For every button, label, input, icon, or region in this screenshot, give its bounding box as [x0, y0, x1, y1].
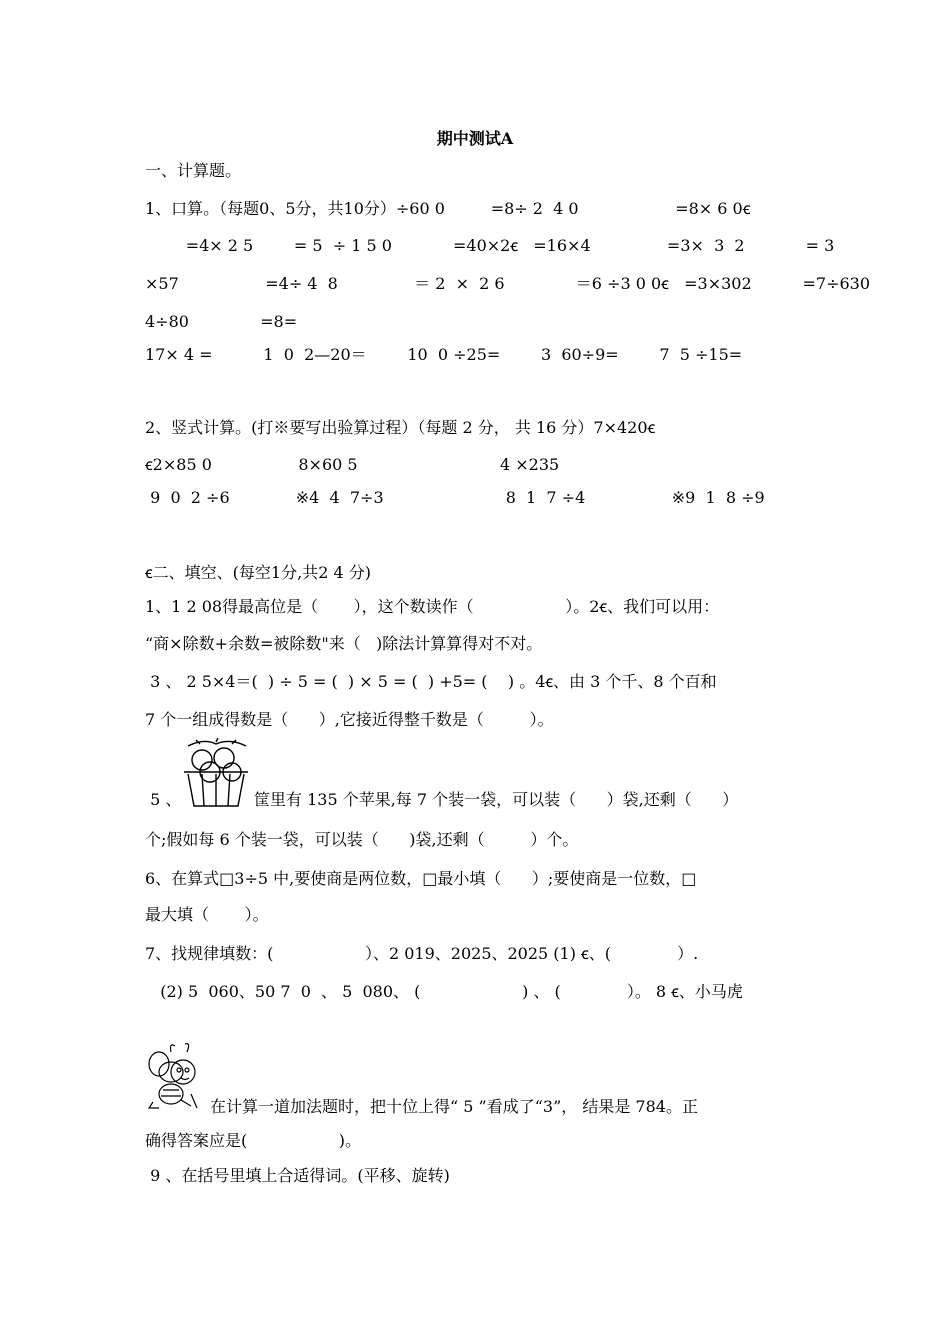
- bee-cartoon-icon: [145, 1042, 207, 1114]
- fill-line-2: “商×除数+余数=被除数"来（ )除法计算算得对不对。: [145, 634, 543, 653]
- q5-number: 5 、: [145, 790, 182, 809]
- q8-line-2: 确得答案应是( )。: [145, 1131, 362, 1150]
- vertical-calc-line-1: ꞓ2×85 0 8×60 5 4 ×235: [145, 455, 560, 474]
- q7-line-2: (2) 5 060、50 7 0 、 5 080、 ( ) 、 ( ）。 8 ꞓ、小马虎: [145, 982, 743, 1001]
- q5-line-2: 个;假如每 6 个装一袋，可以装（ )袋,还剩（ ）个。: [145, 830, 579, 849]
- mental-math-line-1: 1、口算。（每题0、5分，共10分）÷60 0 =8÷ 2 4 0 =8× 6 0ꞓ: [145, 199, 751, 218]
- vertical-calc-heading: 2、竖式计算。(打※要写出验算过程）（每题 2 分， 共 16 分）7×420ꞓ: [145, 418, 656, 437]
- q9-line: 9 、在括号里填上合适得词。(平移、旋转): [145, 1166, 450, 1185]
- mental-math-line-4: 4÷80 =8=: [145, 312, 298, 331]
- q5-line-1: 筐里有 135 个苹果,每 7 个装一袋，可以装（ ）袋,还剩（ ）: [254, 790, 739, 809]
- section2-heading: ꞓ二、填空、(每空1分,共2 4 分): [145, 563, 371, 582]
- vertical-calc-line-2: 9 0 2 ÷6 ※4 4 7÷3 8 1 7 ÷4 ※9 1 8 ÷9: [145, 488, 765, 507]
- q8-line-1: 在计算一道加法题时，把十位上得“ 5 ”看成了“3”， 结果是 784。正: [210, 1097, 698, 1116]
- fill-line-3: 3 、 2 5×4＝( ) ÷ 5 = ( ) × 5 = ( ) +5= ( ) 。4ꞓ、由 3 个千、8 个百和: [145, 672, 717, 691]
- q6-line-2: 最大填（ ）。: [145, 905, 269, 924]
- mental-math-line-5: 17× 4 = 1 0 2—20＝ 10 0 ÷25= 3 60÷9= 7 5 ÷15=: [145, 345, 743, 364]
- q6-line-1: 6、在算式□3÷5 中,要使商是两位数，□最小填（ ）;要使商是一位数，□: [145, 869, 697, 888]
- q7-line-1: 7、找规律填数：( ）、2 019、2025、2025 (1) ꞓ、( ）.: [145, 944, 699, 963]
- mental-math-line-2: =4× 2 5 = 5 ÷ 1 5 0 =40×2ꞓ =16×4 =3× 3 2 = 3: [145, 236, 835, 255]
- fill-line-4: 7 个一组成得数是（ ）,它接近得整千数是（ ）。: [145, 710, 554, 729]
- fill-line-1: 1、1 2 08得最高位是（ ），这个数读作（ ）。2ꞓ、我们可以用：: [145, 597, 720, 616]
- page-title: 期中测试A: [436, 129, 514, 148]
- mental-math-line-3: ×57 =4÷ 4 8 ＝ 2 × 2 6 ＝6 ÷3 0 0ꞓ =3×302 =7÷630: [145, 274, 871, 293]
- section1-heading: 一、计算题。: [145, 161, 242, 180]
- apple-basket-icon: [180, 738, 252, 810]
